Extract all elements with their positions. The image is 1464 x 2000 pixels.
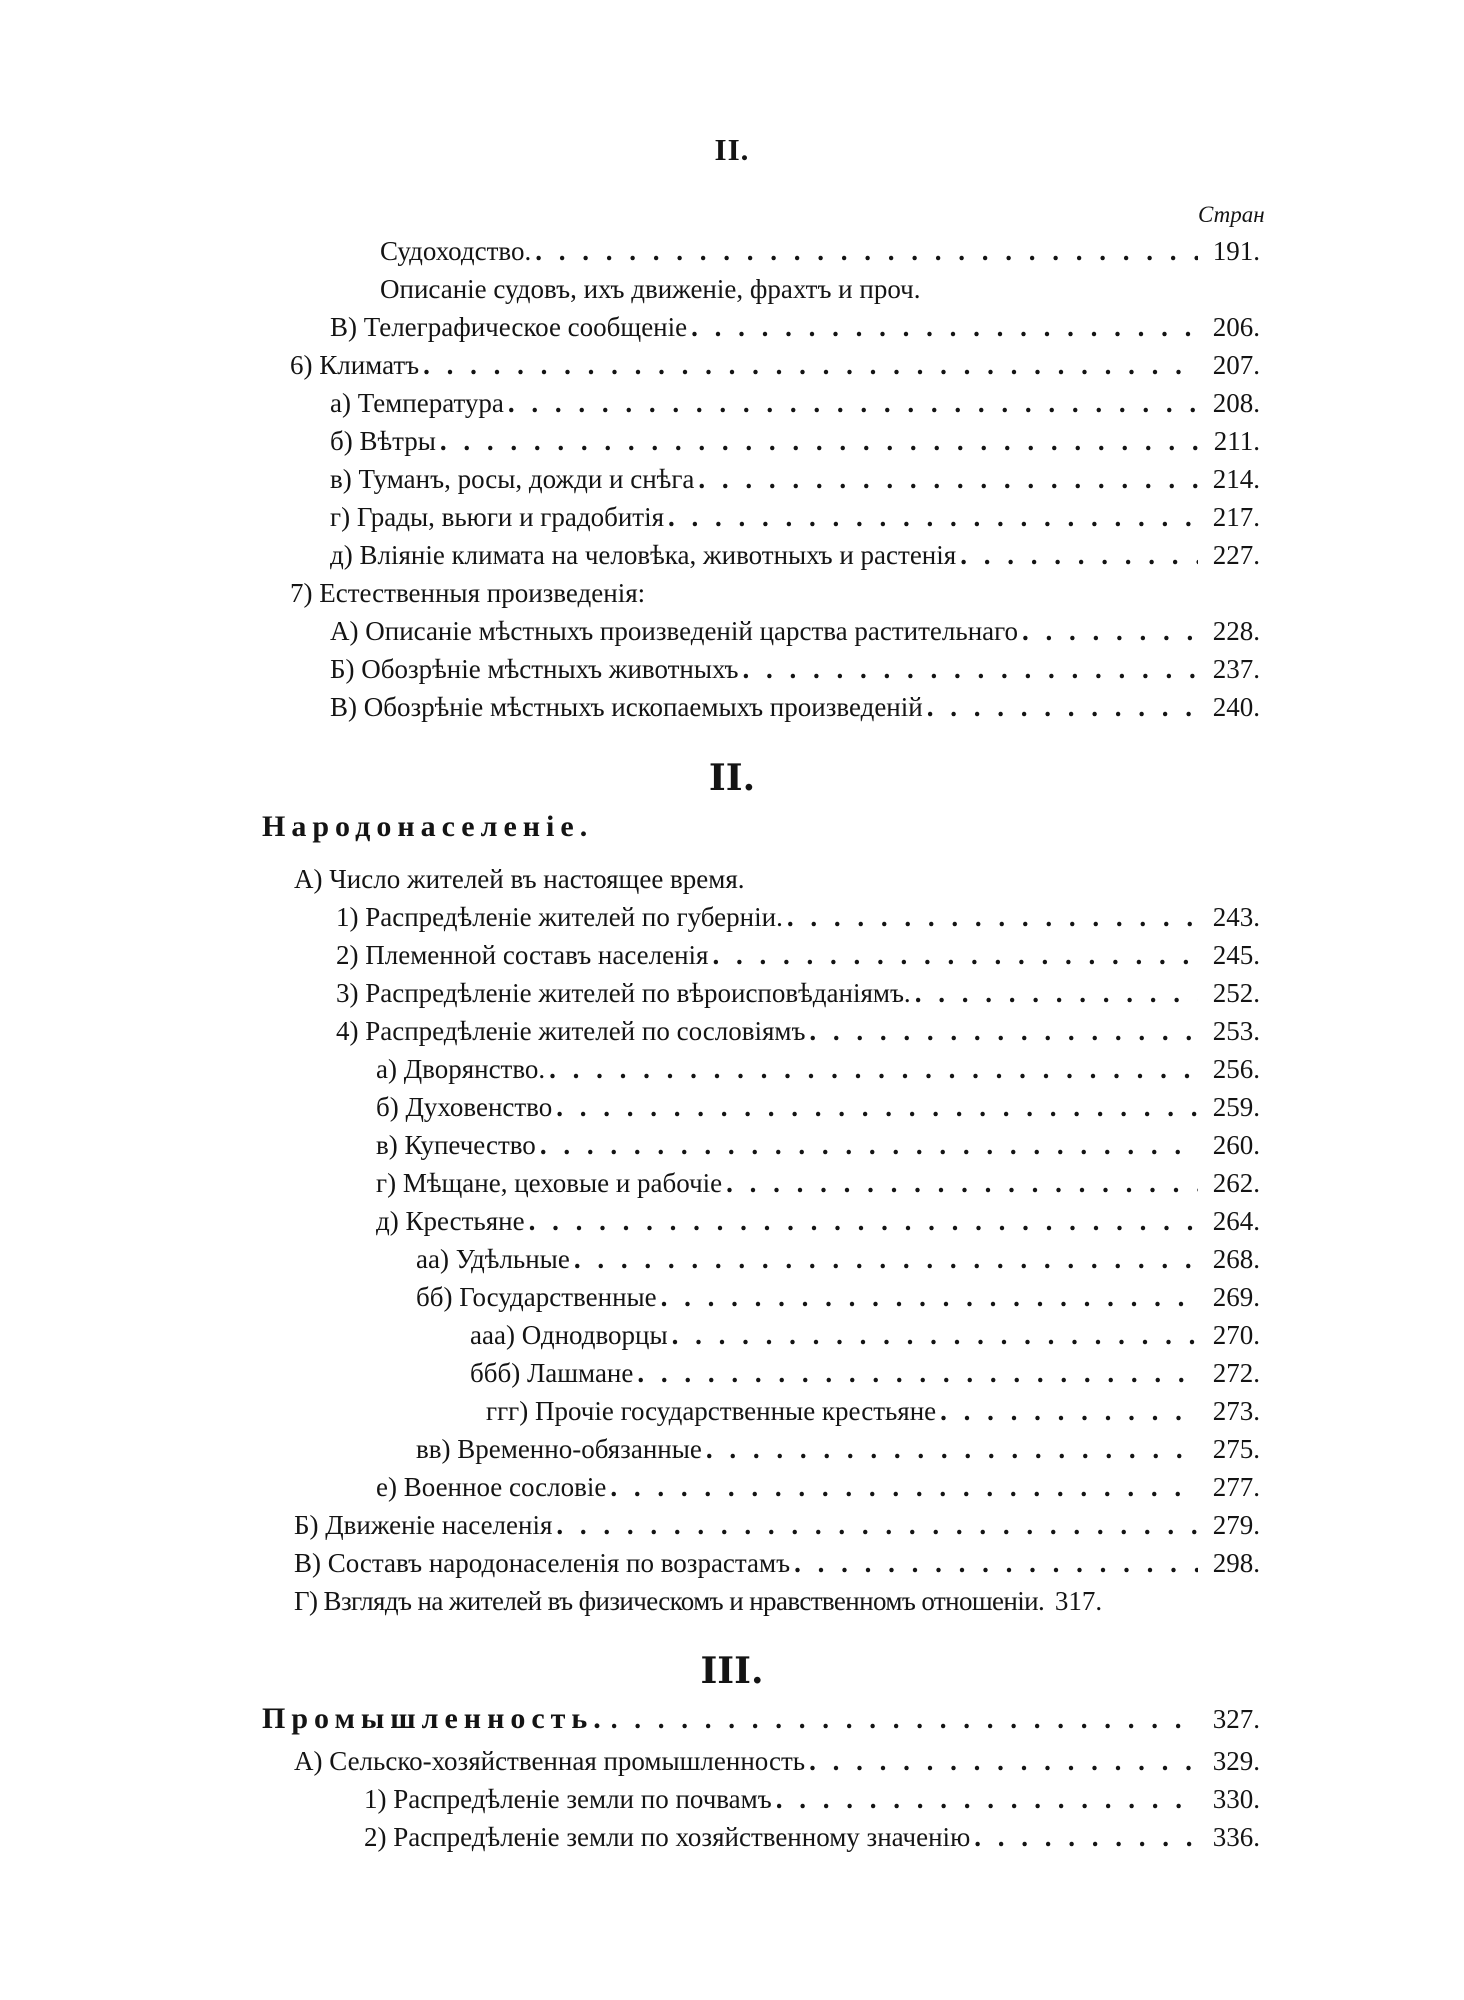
- toc-entry[interactable]: [0, 1202, 1260, 1240]
- toc-entry-label: 2) Распредѣленіе земли по хозяйственному значенію: [364, 1822, 971, 1852]
- toc-entry[interactable]: [0, 1126, 1260, 1164]
- toc-entry-page: 272.: [1212, 1358, 1260, 1388]
- toc-entry-page: 269.: [1212, 1282, 1260, 1312]
- toc-entry[interactable]: [0, 1780, 1260, 1818]
- toc-entry[interactable]: [0, 1544, 1260, 1582]
- leader-dots: [805, 1012, 1198, 1050]
- toc-entry-page: 256.: [1212, 1054, 1260, 1084]
- section-numeral: III.: [700, 1650, 764, 1692]
- leader-dots: [702, 1430, 1198, 1468]
- toc-entry[interactable]: [0, 1818, 1260, 1856]
- toc-entry[interactable]: [0, 688, 1260, 726]
- toc-entry-page: 191.: [1212, 236, 1260, 266]
- toc-entry-label: вв) Временно-обязанные: [416, 1434, 702, 1464]
- leader-dots: [570, 1240, 1198, 1278]
- toc-entry-page: 243.: [1212, 902, 1260, 932]
- toc-entry[interactable]: [0, 536, 1260, 574]
- toc-entry-label: в) Купечество: [376, 1130, 536, 1160]
- leader-dots: [664, 498, 1198, 536]
- toc-entry-label: 6) Климатъ: [290, 350, 420, 380]
- toc-entry-label: Б) Движеніе населенія: [294, 1510, 553, 1540]
- leader-dots: [504, 384, 1198, 422]
- toc-entry-page: 207.: [1212, 350, 1260, 380]
- toc-entry-page: 211.: [1213, 426, 1260, 456]
- toc-entry[interactable]: [0, 612, 1260, 650]
- page-column-label: Стран: [1198, 202, 1265, 227]
- page-number-roman: II.: [714, 132, 750, 167]
- leader-dots: [772, 1780, 1198, 1818]
- toc-entry[interactable]: [0, 498, 1260, 536]
- toc-entry-page: 253.: [1212, 1016, 1260, 1046]
- toc-entry-label: А) Сельско-хозяйственная промышленность: [294, 1746, 806, 1776]
- toc-entry-page: 217.: [1212, 502, 1260, 532]
- leader-dots: [970, 1818, 1198, 1856]
- toc-entry[interactable]: [0, 346, 1260, 384]
- toc-entry[interactable]: [262, 1698, 1260, 1740]
- leader-dots: [783, 898, 1198, 936]
- toc-entry-label: д) Крестьяне: [376, 1206, 525, 1236]
- toc-entry-page: 260.: [1212, 1130, 1260, 1160]
- leader-dots: [607, 1698, 1198, 1740]
- toc-entry[interactable]: [0, 1506, 1260, 1544]
- toc-entry-page: 264.: [1212, 1206, 1260, 1236]
- leader-dots: [694, 460, 1198, 498]
- leader-dots: [956, 536, 1198, 574]
- toc-entry[interactable]: [0, 898, 1260, 936]
- toc-entry-label: бб) Государственные: [416, 1282, 657, 1312]
- toc-entry-label: 3) Распредѣленіе жителей по вѣроисповѣданіямъ.: [336, 978, 911, 1008]
- toc-entry[interactable]: [0, 1354, 1260, 1392]
- toc-entry-label: Г) Взглядъ на жителей въ физическомъ и нравственномъ отношеніи.: [294, 1586, 1045, 1616]
- toc-entry[interactable]: [0, 974, 1260, 1012]
- toc-entry-page: 268.: [1212, 1244, 1260, 1274]
- toc-entry-label: а) Температура: [330, 388, 504, 418]
- toc-entry-label: г) Мѣщане, цеховые и рабочіе: [376, 1168, 723, 1198]
- toc-entry-page: 330.: [1212, 1784, 1260, 1814]
- toc-entry-label: ааа) Однодворцы: [470, 1320, 668, 1350]
- leader-dots: [436, 422, 1198, 460]
- toc-entry-page: 259.: [1212, 1092, 1260, 1122]
- toc-entry[interactable]: [0, 1164, 1260, 1202]
- toc-entry-label: А) Число жителей въ настоящее время.: [294, 864, 745, 894]
- toc-entry-page: 298.: [1212, 1548, 1260, 1578]
- toc-entry[interactable]: [0, 1582, 1260, 1620]
- toc-entry[interactable]: [0, 1468, 1260, 1506]
- leader-dots: [1018, 612, 1198, 650]
- toc-entry-page: 214.: [1212, 464, 1260, 494]
- toc-entry-label: В) Телеграфическое сообщеніе: [330, 312, 688, 342]
- toc-entry-page: 277.: [1212, 1472, 1260, 1502]
- toc-entry-page: 237.: [1212, 654, 1260, 684]
- toc-entry-label: 7) Естественныя произведенія:: [290, 578, 646, 608]
- toc-entry-page: 252.: [1212, 978, 1260, 1008]
- toc-entry-label: ггг) Прочіе государственные крестьяне: [486, 1396, 937, 1426]
- leader-dots: [552, 1506, 1198, 1544]
- toc-entry[interactable]: [0, 1430, 1260, 1468]
- leader-dots: [936, 1392, 1198, 1430]
- leader-dots: [668, 1316, 1198, 1354]
- leader-dots: [708, 936, 1198, 974]
- toc-entry[interactable]: [0, 308, 1260, 346]
- leader-dots: [923, 688, 1198, 726]
- toc-entry-label: аа) Удѣльные: [416, 1244, 570, 1274]
- toc-entry-label: ббб) Лашмане: [470, 1358, 634, 1388]
- leader-dots: [525, 1202, 1198, 1240]
- toc-entry-page: 208.: [1212, 388, 1260, 418]
- toc-entry[interactable]: [0, 232, 1260, 270]
- toc-entry-page: 317.: [1054, 1586, 1103, 1616]
- toc-entry-page: 262.: [1212, 1168, 1260, 1198]
- toc-entry-label: Описаніе судовъ, ихъ движеніе, фрахтъ и проч.: [380, 274, 921, 304]
- leader-dots: [633, 1354, 1198, 1392]
- toc-entry-label: г) Грады, вьюги и градобитія: [330, 502, 664, 532]
- toc-entry[interactable]: [0, 422, 1260, 460]
- toc-entry-label: д) Вліяніе климата на человѣка, животныхъ и растенія: [330, 540, 957, 570]
- leader-dots: [911, 974, 1198, 1012]
- toc-entry-label: 1) Распредѣленіе жителей по губерніи.: [336, 902, 783, 932]
- toc-entry-label: в) Туманъ, росы, дожди и снѣга: [330, 464, 695, 494]
- toc-entry-label: а) Дворянство.: [376, 1054, 546, 1084]
- toc-entry-page: 240.: [1212, 692, 1260, 722]
- toc-entry-page: 273.: [1212, 1396, 1260, 1426]
- toc-entry-label: В) Составъ народонаселенія по возрастамъ: [294, 1548, 791, 1578]
- leader-dots: [805, 1742, 1198, 1780]
- toc-entry-page: 327.: [1212, 1704, 1260, 1734]
- toc-entry-page: 329.: [1212, 1746, 1260, 1776]
- leader-dots: [531, 232, 1198, 270]
- toc-entry-page: 245.: [1212, 940, 1260, 970]
- toc-entry-page: 228.: [1212, 616, 1260, 646]
- leader-dots: [536, 1126, 1198, 1164]
- toc-entry[interactable]: [0, 1088, 1260, 1126]
- toc-entry-page: 270.: [1212, 1320, 1260, 1350]
- toc-entry-label: б) Духовенство: [376, 1092, 553, 1122]
- toc-entry[interactable]: [0, 1278, 1260, 1316]
- leader-dots: [687, 308, 1198, 346]
- toc-entry[interactable]: [0, 1392, 1260, 1430]
- toc-entry[interactable]: [0, 1012, 1260, 1050]
- toc-entry-page: 206.: [1212, 312, 1260, 342]
- toc-entry[interactable]: [0, 384, 1260, 422]
- toc-entry-label: Б) Обозрѣніе мѣстныхъ животныхъ: [330, 654, 739, 684]
- section-title: Промышленность.: [262, 1702, 607, 1735]
- toc-entry[interactable]: [0, 650, 1260, 688]
- toc-entry-page: 336.: [1212, 1822, 1260, 1852]
- toc-entry-page: 279.: [1212, 1510, 1260, 1540]
- section-numeral: II.: [708, 757, 756, 799]
- leader-dots: [419, 346, 1198, 384]
- toc-entry-label: б) Вѣтры: [330, 426, 436, 456]
- toc-entry[interactable]: [0, 460, 1260, 498]
- toc-entry[interactable]: [0, 1316, 1260, 1354]
- toc-entry-label: 2) Племенной составъ населенія: [336, 940, 709, 970]
- leader-dots: [738, 650, 1198, 688]
- toc-entry-label: 1) Распредѣленіе земли по почвамъ: [364, 1784, 772, 1814]
- toc-entry-page: 227.: [1212, 540, 1260, 570]
- toc-entry-page: 275.: [1212, 1434, 1260, 1464]
- leader-dots: [657, 1278, 1198, 1316]
- toc-entry-label: Судоходство.: [380, 236, 532, 266]
- toc-entry[interactable]: [0, 936, 1260, 974]
- toc-entry-label: А) Описаніе мѣстныхъ произведеній царства растительнаго: [330, 616, 1019, 646]
- leader-dots: [606, 1468, 1198, 1506]
- toc-entry[interactable]: [0, 1742, 1260, 1780]
- leader-dots: [552, 1088, 1198, 1126]
- toc-entry[interactable]: [0, 1240, 1260, 1278]
- toc-entry-label: 4) Распредѣленіе жителей по сословіямъ: [336, 1016, 806, 1046]
- toc-entry-label: е) Военное сословіе: [376, 1472, 607, 1502]
- toc-entry[interactable]: [0, 1050, 1260, 1088]
- toc-entry-label: В) Обозрѣніе мѣстныхъ ископаемыхъ произведеній: [330, 692, 923, 722]
- leader-dots: [545, 1050, 1198, 1088]
- leader-dots: [790, 1544, 1198, 1582]
- leader-dots: [722, 1164, 1198, 1202]
- section-title: Народонаселеніе.: [262, 810, 594, 843]
